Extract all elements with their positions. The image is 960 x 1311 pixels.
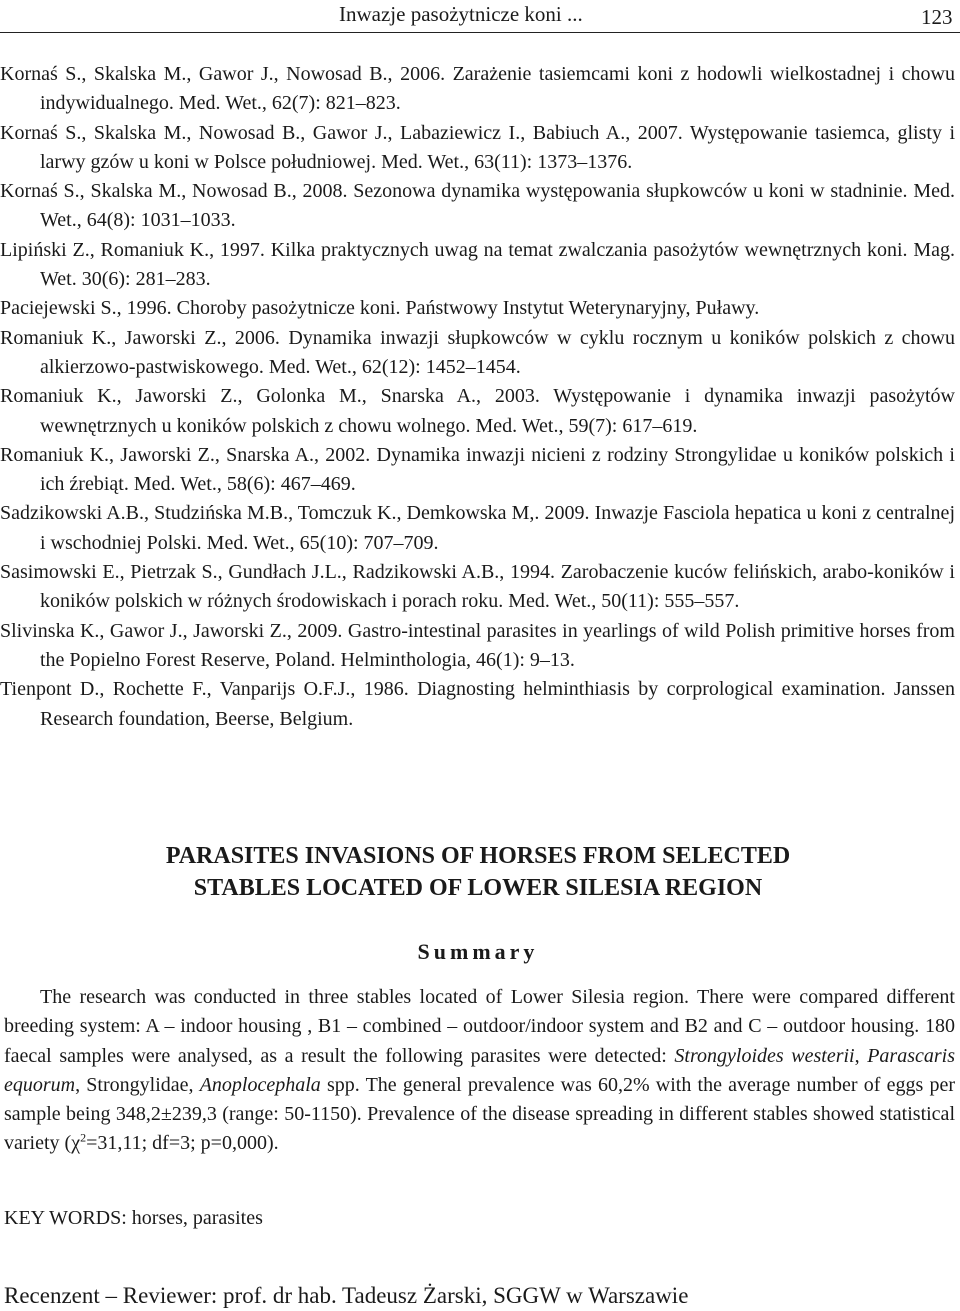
reviewer-line: Recenzent – Reviewer: prof. dr hab. Tadeusz Żarski, SGGW w Warszawie bbox=[4, 1283, 689, 1308]
english-title bbox=[0, 840, 956, 904]
superscript: 2 bbox=[80, 1130, 87, 1145]
species-name: Anoplocephala bbox=[199, 1073, 321, 1096]
reference-item: Slivinska K., Gawor J., Jaworski Z., 2009. Gastro-intestinal parasites in yearlings of wild Polish primitive horses from the Popielno Forest Reserve, Poland. Helminthologia, 46(1): 9–13. bbox=[0, 619, 955, 671]
running-title: Inwazje pasożytnicze koni ... bbox=[339, 2, 583, 26]
page-number: 123 bbox=[921, 5, 953, 29]
reference-list bbox=[0, 60, 955, 734]
reference-item: Romaniuk K., Jaworski Z., 2006. Dynamika inwazji słupkowców w cyklu rocznym u koników polskich z chowu alkierzowo-pastwiskowego. Med. Wet., 62(12): 1452–1454. bbox=[0, 326, 955, 378]
reference-item: Romaniuk K., Jaworski Z., Golonka M., Snarska A., 2003. Występowanie i dynamika inwazji pasożytów wewnętrznych u koników polskich z chowu wolnego. Med. Wet., 59(7): 617–619. bbox=[0, 385, 955, 437]
summary-text: , Strongylidae, bbox=[75, 1073, 200, 1096]
reference-item: Lipiński Z., Romaniuk K., 1997. Kilka praktycznych uwag na temat zwalczania pasożytów wewnętrznych koni. Mag. Wet. 30(6): 281–283. bbox=[0, 238, 955, 291]
reference-item: Sasimowski E., Pietrzak S., Gundłach J.L., Radzikowski A.B., 1994. Zarobaczenie kuców felińskich, arabo-koników i koników polskich w różnych środowiskach i porach roku. Med. Wet., 50(11): 555–557. bbox=[0, 561, 955, 613]
summary-text: spp. The general prevalence was 60,2% with the average number of eggs per sample being 348,2±239,3 (range: 50-1150). Prevalence of the disease spreading in different stables showed statistical variety (χ bbox=[4, 1073, 955, 1155]
summary-heading: Summary bbox=[417, 939, 539, 964]
species-name: Strongyloides westerii bbox=[674, 1044, 855, 1067]
summary-paragraph bbox=[4, 983, 955, 1159]
species-name: Parascaris equorum bbox=[4, 1044, 956, 1096]
keywords: KEY WORDS: horses, parasites bbox=[4, 1207, 263, 1229]
reference-item: Sadzikowski A.B., Studzińska M.B., Tomczuk K., Demkowska M,. 2009. Inwazje Fasciola hepatica u koni z centralnej i wschodniej Polski. Med. Wet., 65(10): 707–709. bbox=[0, 502, 955, 554]
reference-item: Kornaś S., Skalska M., Nowosad B., Gawor J., Labaziewicz I., Babiuch A., 2007. Występowanie tasiemca, glisty i larwy gzów u koni w Polsce południowej. Med. Wet., 63(11): 1373–1376. bbox=[0, 121, 955, 173]
reference-item: Romaniuk K., Jaworski Z., Snarska A., 2002. Dynamika inwazji nicieni z rodziny Strongylidae u koników polskich i ich źrebiąt. Med. Wet., 58(6): 467–469. bbox=[0, 443, 955, 496]
reference-item: Kornaś S., Skalska M., Nowosad B., 2008. Sezonowa dynamika występowania słupkowców u koni w stadninie. Med. Wet., 64(8): 1031–1033. bbox=[0, 180, 955, 232]
summary-text: =31,11; df=3; p=0,000). bbox=[86, 1132, 279, 1155]
english-title-line: PARASITES INVASIONS OF HORSES FROM SELECTED bbox=[165, 843, 791, 869]
reference-item: Paciejewski S., 1996. Choroby pasożytnicze koni. Państwowy Instytut Weterynaryjny, Puławy. bbox=[0, 297, 760, 320]
running-header bbox=[0, 0, 960, 33]
english-title-line: STABLES LOCATED OF LOWER SILESIA REGION bbox=[193, 875, 763, 901]
reference-item: Kornaś S., Skalska M., Gawor J., Nowosad B., 2006. Zarażenie tasiemcami koni z hodowli wielkostadnej i chowu indywidualnego. Med. Wet., 62(7): 821–823. bbox=[0, 63, 955, 115]
reference-item: Tienpont D., Rochette F., Vanparijs O.F.J., 1986. Diagnosting helminthiasis by corprological examination. Janssen Research foundation, Beerse, Belgium. bbox=[0, 678, 955, 730]
summary-text: The research was conducted in three stables located of Lower Silesia region. There were compared different breeding system: A – indoor housing , B1 – combined – outdoor/indoor system and B2 and C – outdoor housing. 180 faecal samples were analysed, as a result the following parasites were detected: bbox=[4, 986, 955, 1067]
summary-text: , bbox=[854, 1044, 868, 1067]
